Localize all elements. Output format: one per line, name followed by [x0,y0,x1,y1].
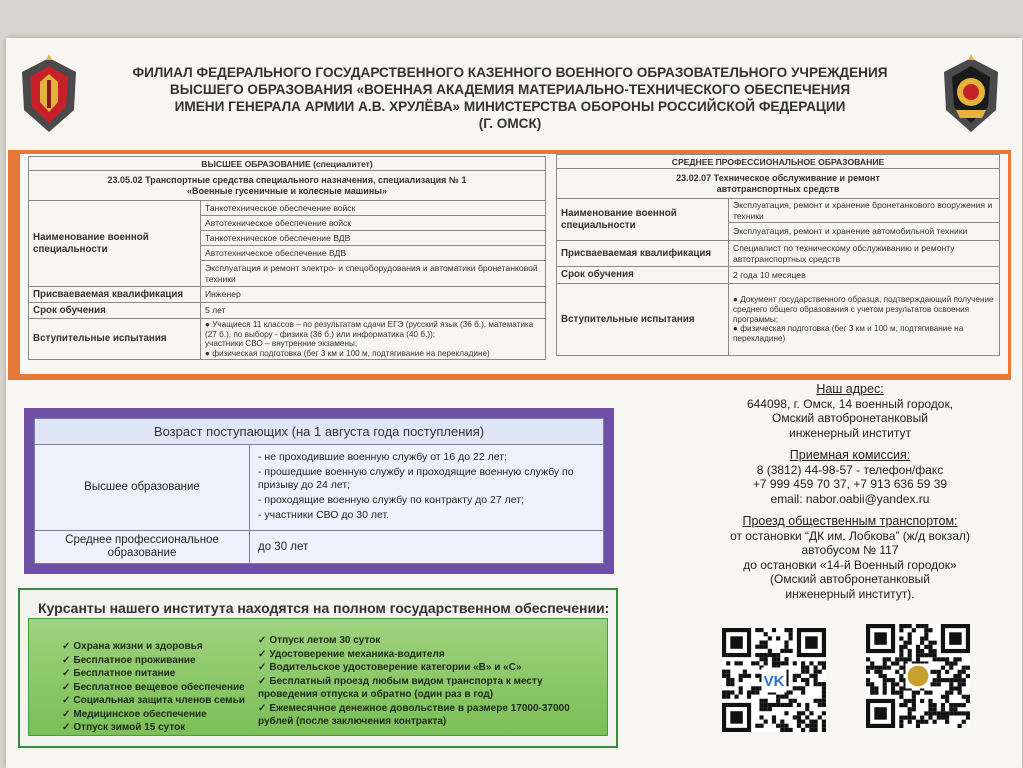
check-icon: ✓ [62,708,71,720]
specialty-item: Эксплуатация и ремонт электро- и спецоборудования и автоматики бронетанковой техники [201,261,546,287]
age-higher-list [250,445,603,530]
website-qr-code-icon[interactable] [866,624,970,728]
phone-line: 8 (3812) 44-98-57 - телефон/факс [756,462,944,477]
benefit-item: ✓ Отпуск зимой 15 суток [62,722,186,733]
cadets-title: Курсанты нашего института находятся на полном государственном обеспечении: [38,600,610,616]
title-line: ВЫСШЕГО ОБРАЗОВАНИЯ «ВОЕННАЯ АКАДЕМИЯ МАТЕРИАЛЬНО-ТЕХНИЧЕСКОГО ОБЕСПЕЧЕНИЯ [169,82,851,97]
spec-line: «Военные гусеничные и колесные машины» [187,185,387,196]
vk-qr-code-icon[interactable] [722,628,826,732]
secondary-qual-value: Специалист по техническому обслуживанию и ремонту автотранспортных средств [729,241,1000,267]
transport-line: от остановки “ДК им. Лобкова” (ж/д вокзал) [730,528,970,543]
age-title: Возраст поступающих (на 1 августа года поступления) [35,419,603,445]
check-icon: ✓ [62,722,71,733]
check-icon: ✓ [258,702,267,714]
benefit-item: ✓ Водительское удостоверение категории «В» и «С» [258,662,522,673]
higher-exam-label: Вступительные испытания [29,319,201,360]
check-icon: ✓ [62,641,71,652]
age-higher-label: Высшее образование [35,445,250,530]
check-icon: ✓ [258,635,267,646]
specialty-item: Автотехническое обеспечение войск [201,216,546,231]
benefit-item: ✓ Отпуск летом 30 суток [258,635,381,646]
specialty-item: Танкотехническое обеспечение войск [201,201,546,216]
exam-line: ● физическая подготовка (бег 3 км и 100 м, подтягивание на перекладине) [205,348,490,358]
secondary-education-table [556,154,1000,356]
address-heading: Наш адрес: [816,382,884,396]
age-table [34,418,604,564]
exam-line: ● Учащиеся 11 классов – по результатам сдачи ЕГЭ (русский язык (36 б.), математика (27 б.), по выбору - физика (36 б.) или информатика (40 б.)); [205,320,534,339]
address-line: Омский автобронетанковый [772,411,928,425]
secondary-term-value: 2 года 10 месяцев [729,267,1000,284]
transport-line: инженерный институт). [785,586,915,601]
vk-logo-icon: VK [763,673,785,691]
phone-line: +7 999 459 70 37, +7 913 636 59 39 [752,477,948,491]
benefit-item: ✓ Социальная защита членов семьи [62,695,245,706]
higher-education-table [28,156,546,360]
specialty-item: Эксплуатация, ремонт и хранение бронетанкового вооружения и техники [729,199,1000,223]
secondary-term-label: Срок обучения [557,267,729,284]
age-secondary-label: Среднее профессиональное образование [35,531,250,563]
age-item: - не проходившие военную службу от 16 до 22 лет; [258,451,507,463]
exam-line: ● Документ государственного образца, подтверждающий получение среднего общего образования с учетом результатов освоения программы; [733,295,994,324]
title-line: ИМЕНИ ГЕНЕРАЛА АРМИИ А.В. ХРУЛЁВА» МИНИСТЕРСТВА ОБОРОНЫ РОССИЙСКОЙ ФЕДЕРАЦИИ [174,99,846,114]
age-item: - прошедшие военную службу и проходящие военную службу по призыву до 24 лет; [258,466,574,491]
higher-qual-value: Инженер [201,287,546,303]
right-emblem-icon [936,52,1006,138]
higher-spec-label: Наименование военной специальности [29,201,201,287]
benefit-item: ✓ Охрана жизни и здоровья [62,641,203,652]
check-icon: ✓ [62,668,71,679]
address-line: 644098, г. Омск, 14 военный городок, [746,396,954,411]
age-row-higher [35,445,603,531]
emblem-logo-icon [908,666,929,687]
benefit-item: ✓ Удостоверение механика-водителя [258,648,445,660]
left-emblem-icon [14,52,84,138]
higher-qual-label: Присваеваемая квалификация [29,287,201,303]
age-item: - проходящие военную службу по контракту до 27 лет; [258,494,525,506]
check-icon: ✓ [62,681,71,693]
commission-heading: Приемная комиссия: [789,448,911,462]
secondary-qual-label: Присваеваемая квалификация [557,241,729,267]
spec-line: 23.05.02 Транспортные средства специального назначения, специализация № 1 [107,174,467,185]
check-icon: ✓ [258,675,267,687]
check-icon: ✓ [62,654,71,666]
benefits-right-list [258,634,598,729]
title-line: ФИЛИАЛ ФЕДЕРАЛЬНОГО ГОСУДАРСТВЕННОГО КАЗЕННОГО ВОЕННОГО ОБРАЗОВАТЕЛЬНОГО УЧРЕЖДЕНИЯ [132,65,888,80]
secondary-spec-label: Наименование военной специальности [557,199,729,241]
age-row-secondary [35,531,603,563]
transport-heading: Проезд общественным транспортом: [742,514,958,528]
benefit-item: ✓ Ежемесячное денежное довольствие в размере 17000-37000 рублей (после заключения контракта) [258,702,570,727]
higher-term-value: 5 лет [201,303,546,319]
specialty-item: Эксплуатация, ремонт и хранение автомобильной техники [729,223,1000,241]
address-line: инженерный институт [789,425,911,440]
higher-heading: ВЫСШЕЕ ОБРАЗОВАНИЕ (специалитет) [29,157,546,171]
spec-line: 23.02.07 Техническое обслуживание и ремонт [676,172,880,183]
check-icon: ✓ [62,695,71,706]
benefit-item: ✓ Бесплатное вещевое обеспечение [62,681,245,693]
email-line[interactable]: email: nabor.oabii@yandex.ru [770,491,930,506]
benefit-item: ✓ Бесплатное проживание [62,654,196,666]
secondary-exam-label: Вступительные испытания [557,284,729,356]
institution-title [110,64,910,132]
transport-line: (Омский автобронетанковый [770,572,930,586]
higher-term-label: Срок обучения [29,303,201,319]
check-icon: ✓ [258,662,267,673]
higher-exam-list [201,319,546,360]
transport-line: автобусом № 117 [801,543,899,557]
age-secondary-value: до 30 лет [258,540,309,553]
specialty-item: Автотехническое обеспечение ВДВ [201,246,546,261]
contacts-block [700,382,1000,601]
secondary-exam-list [729,284,1000,356]
transport-line: до остановки «14-й Военный городок» [743,557,957,572]
secondary-speciality-code [557,169,1000,199]
benefit-item: ✓ Медицинское обеспечение [62,708,207,720]
specialty-item: Танкотехническое обеспечение ВДВ [201,231,546,246]
secondary-heading: СРЕДНЕЕ ПРОФЕССИОНАЛЬНОЕ ОБРАЗОВАНИЕ [557,155,1000,169]
spec-line: автотранспортных средств [716,183,840,194]
benefits-left-list [62,640,245,735]
title-line: (Г. ОМСК) [478,116,542,131]
age-item: - участники СВО до 30 лет. [258,509,390,521]
check-icon: ✓ [258,648,267,660]
higher-speciality-code [29,171,546,201]
exam-line: участники СВО – внутренние экзамены; [205,339,358,349]
benefit-item: ✓ Бесплатный проезд любым видом транспорта к месту проведения отпуска и обратно (один раз в год) [258,675,543,700]
benefit-item: ✓ Бесплатное питание [62,668,176,679]
exam-line: ● физическая подготовка (бег 3 км и 100 м, подтягивание на перекладине) [733,324,964,344]
